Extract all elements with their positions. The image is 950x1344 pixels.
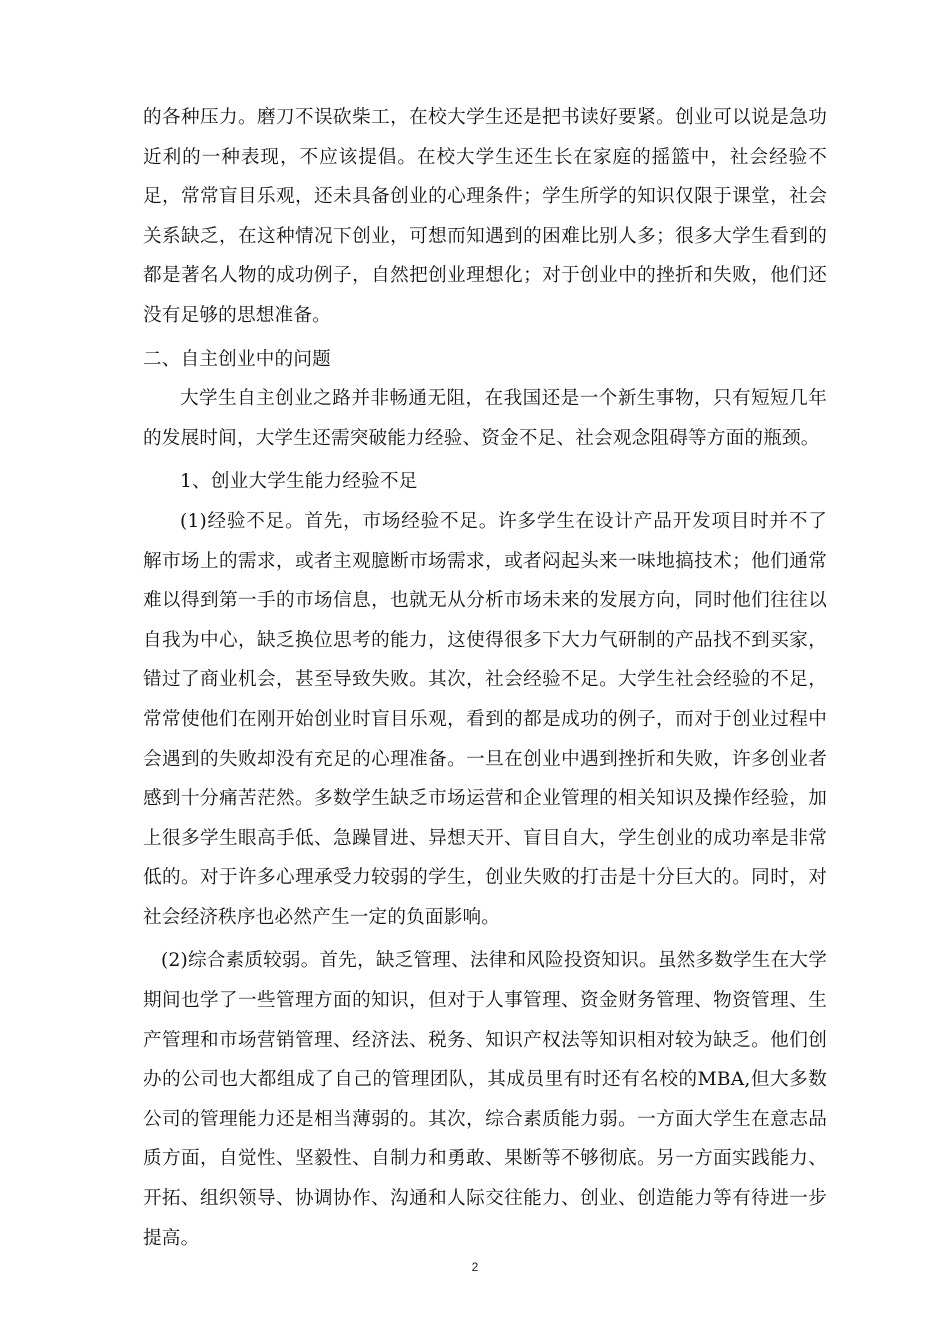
page-number: 2	[471, 1260, 479, 1274]
paragraph-quality: (2)综合素质较弱。首先，缺乏管理、法律和风险投资知识。虽然多数学生在大学期间也学了一些管理方面的知识，但对于人事管理、资金财务管理、物资管理、生产管理和市场营销管理、经济法、税务、知识产权法等知识相对较为缺乏。他们创办的公司也大都组成了自己的管理团队，其成员里有时还有名校的MBA,但大多数公司的管理能力还是相当薄弱的。其次，综合素质能力弱。一方面大学生在意志品质方面，自觉性、坚毅性、自制力和勇敢、果断等不够彻底。另一方面实践能力、开拓、组织领导、协调协作、沟通和人际交往能力、创业、创造能力等有待进一步提高。	[143, 950, 827, 1249]
section-intro-paragraph: 大学生自主创业之路并非畅通无阻，在我国还是一个新生事物，只有短短几年的发展时间，大学生还需突破能力经验、资金不足、社会观念阻碍等方面的瓶颈。	[143, 388, 827, 449]
section-heading: 二、自主创业中的问题	[143, 348, 331, 370]
paragraph-experience: (1)经验不足。首先，市场经验不足。许多学生在设计产品开发项目时并不了解市场上的需求，或者主观臆断市场需求，或者闷起头来一味地搞技术；他们通常难以得到第一手的市场信息，也就无从分析市场未来的发展方向，同时他们往往以自我为中心，缺乏换位思考的能力，这使得很多下大力气研制的产品找不到买家，错过了商业机会，甚至导致失败。其次，社会经验不足。大学生社会经验的不足，常常使他们在刚开始创业时盲目乐观，看到的都是成功的例子，而对于创业过程中会遇到的失败却没有充足的心理准备。一旦在创业中遇到挫折和失败，许多创业者感到十分痛苦茫然。多数学生缺乏市场运营和企业管理的相关知识及操作经验，加上很多学生眼高手低、急躁冒进、异想天开、盲目自大，学生创业的成功率是非常低的。对于许多心理承受力较弱的学生，创业失败的打击是十分巨大的。同时，对社会经济秩序也必然产生一定的负面影响。	[143, 510, 827, 928]
subsection-heading: 1、创业大学生能力经验不足	[180, 471, 418, 493]
page-body	[143, 98, 827, 1258]
paragraph-continued: 的各种压力。磨刀不误砍柴工，在校大学生还是把书读好要紧。创业可以说是急功近利的一种表现，不应该提倡。在校大学生还生长在家庭的摇篮中，社会经验不足，常常盲目乐观，还未具备创业的心理条件；学生所学的知识仅限于课堂，社会关系缺乏，在这种情况下创业，可想而知遇到的困难比别人多；很多大学生看到的都是著名人物的成功例子，自然把创业理想化；对于创业中的挫折和失败，他们还没有足够的思想准备。	[143, 107, 827, 326]
